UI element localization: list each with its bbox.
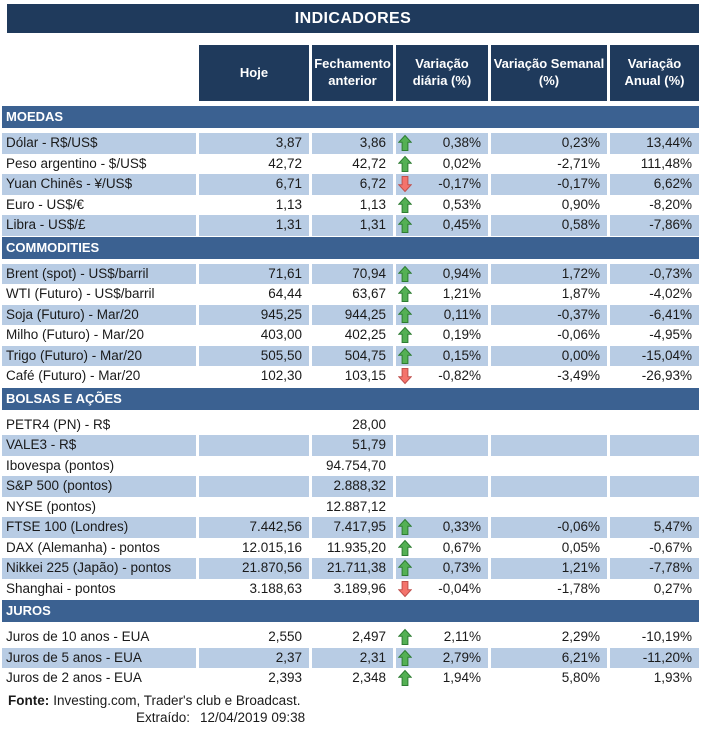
- table-row: [2, 456, 699, 477]
- variacao-anual-value: 5,47%: [610, 517, 699, 538]
- section-header-commodities: COMMODITIES: [2, 237, 699, 259]
- table-body: [0, 106, 706, 689]
- trend-up-icon: [398, 155, 412, 172]
- variacao-diaria-cell: [396, 668, 488, 689]
- variacao-semanal-value: -0,37%: [491, 305, 607, 326]
- variacao-anual-value: -26,93%: [641, 368, 692, 383]
- fechamento-anterior-value: 70,94: [312, 264, 393, 285]
- variacao-diaria-value: 0,94%: [442, 265, 481, 281]
- trend-up-icon: [398, 265, 412, 282]
- variacao-semanal-value: 1,21%: [491, 558, 607, 579]
- variacao-anual-value: [610, 476, 699, 497]
- variacao-diaria-value: 2,79%: [442, 649, 481, 665]
- variacao-anual-value: 1,93%: [653, 670, 692, 685]
- fechamento-anterior-value: 51,79: [312, 435, 393, 456]
- table-row: [2, 215, 699, 236]
- indicators-report: [0, 4, 706, 735]
- table-row: [2, 174, 699, 195]
- hoje-value: 21.870,56: [199, 558, 309, 579]
- hoje-value: 2,393: [268, 670, 302, 685]
- hoje-value: 2,37: [199, 648, 309, 669]
- variacao-semanal-value: [491, 415, 607, 436]
- trend-up-icon: [398, 649, 412, 666]
- extracted-line: [2, 709, 706, 726]
- variacao-diaria-value: 2,11%: [443, 629, 481, 644]
- fechamento-anterior-value: 402,25: [344, 327, 386, 342]
- hoje-value: [199, 415, 309, 436]
- variacao-anual-value: 13,44%: [610, 133, 699, 154]
- row-label: Nikkei 225 (Japão) - pontos: [2, 558, 196, 579]
- row-label: NYSE (pontos): [6, 498, 97, 514]
- fechamento-anterior-value: 12.887,12: [325, 498, 386, 514]
- variacao-anual-value: -4,95%: [649, 327, 692, 342]
- table-row: [2, 435, 699, 456]
- variacao-diaria-cell: [396, 627, 488, 648]
- row-label: Trigo (Futuro) - Mar/20: [2, 346, 196, 367]
- hoje-value: 64,44: [268, 286, 302, 301]
- header-spacer: [2, 45, 196, 101]
- column-header-variacao-diaria: Variação diária (%): [396, 45, 488, 101]
- row-label: PETR4 (PN) - R$: [6, 416, 111, 432]
- fechamento-anterior-value: 2.888,32: [312, 476, 393, 497]
- table-row: [2, 558, 699, 579]
- variacao-diaria-cell: [396, 346, 488, 367]
- variacao-diaria-value: 0,19%: [442, 327, 481, 342]
- variacao-diaria-cell: [396, 195, 488, 216]
- variacao-semanal-value: 0,90%: [561, 196, 600, 212]
- variacao-diaria-cell: [396, 133, 488, 154]
- variacao-diaria-cell: [396, 579, 488, 600]
- variacao-diaria-cell: [396, 215, 488, 236]
- fechamento-anterior-value: 2,348: [352, 670, 386, 685]
- row-label: Brent (spot) - US$/barril: [2, 264, 196, 285]
- variacao-anual-value: -10,19%: [641, 629, 692, 644]
- trend-down-icon: [398, 176, 412, 193]
- row-label: WTI (Futuro) - US$/barril: [6, 286, 155, 301]
- column-header-variacao-anual: Variação Anual (%): [610, 45, 699, 101]
- variacao-anual-value: [610, 435, 699, 456]
- hoje-value: 2,550: [268, 629, 302, 644]
- row-label: Juros de 2 anos - EUA: [6, 670, 142, 685]
- table-row: [2, 538, 699, 559]
- hoje-value: 945,25: [199, 305, 309, 326]
- row-label: Peso argentino - $/US$: [6, 155, 147, 171]
- trend-up-icon: [398, 135, 412, 152]
- variacao-diaria-cell: [396, 497, 488, 518]
- variacao-diaria-value: 1,94%: [442, 670, 481, 685]
- source-line: [0, 692, 706, 709]
- variacao-diaria-value: -0,17%: [438, 176, 481, 191]
- variacao-semanal-value: -1,78%: [557, 580, 600, 596]
- trend-up-icon: [398, 519, 412, 536]
- trend-up-icon: [398, 560, 412, 577]
- fechamento-anterior-value: 504,75: [312, 346, 393, 367]
- variacao-diaria-value: 0,38%: [442, 135, 481, 150]
- hoje-value: 12.015,16: [241, 539, 302, 555]
- column-header-fechamento-anterior: Fechamento anterior: [312, 45, 393, 101]
- variacao-diaria-cell: [396, 284, 488, 305]
- fechamento-anterior-value: 28,00: [352, 416, 386, 432]
- variacao-diaria-cell: [396, 476, 488, 497]
- hoje-value: 71,61: [199, 264, 309, 285]
- row-label: Yuan Chinês - ¥/US$: [2, 174, 196, 195]
- section-header-juros: JUROS: [2, 600, 699, 622]
- fechamento-anterior-value: 6,72: [312, 174, 393, 195]
- table-row: [2, 648, 699, 669]
- trend-up-icon: [398, 347, 412, 364]
- hoje-value: 6,71: [199, 174, 309, 195]
- source-text: Investing.com, Trader's club e Broadcast.: [53, 692, 301, 708]
- variacao-semanal-value: -0,06%: [491, 517, 607, 538]
- table-row: [2, 366, 699, 387]
- variacao-diaria-value: 0,73%: [442, 560, 481, 575]
- variacao-semanal-value: 0,05%: [561, 539, 600, 555]
- trend-up-icon: [398, 217, 412, 234]
- trend-down-icon: [398, 368, 412, 385]
- variacao-diaria-cell: [396, 325, 488, 346]
- hoje-value: 403,00: [260, 327, 302, 342]
- row-label: Juros de 5 anos - EUA: [2, 648, 196, 669]
- variacao-diaria-value: -0,04%: [438, 580, 481, 596]
- table-row: [2, 325, 699, 346]
- variacao-semanal-value: 1,72%: [491, 264, 607, 285]
- variacao-semanal-value: [491, 456, 607, 477]
- row-label: Libra - US$/£: [2, 215, 196, 236]
- fechamento-anterior-value: 3.189,96: [333, 580, 386, 596]
- variacao-anual-value: -11,20%: [610, 648, 699, 669]
- fechamento-anterior-value: 21.711,38: [312, 558, 393, 579]
- variacao-anual-value: -15,04%: [610, 346, 699, 367]
- variacao-semanal-value: 1,87%: [561, 286, 600, 301]
- fechamento-anterior-value: 103,15: [344, 368, 386, 383]
- variacao-diaria-value: 0,53%: [442, 196, 481, 212]
- variacao-anual-value: -0,67%: [649, 539, 692, 555]
- table-row: [2, 668, 699, 689]
- column-header-hoje: Hoje: [199, 45, 309, 101]
- variacao-anual-value: [610, 415, 699, 436]
- variacao-diaria-value: 0,02%: [442, 155, 481, 171]
- extracted-label: Extraído:: [135, 709, 190, 725]
- fechamento-anterior-value: 11.935,20: [326, 539, 386, 555]
- hoje-value: [199, 476, 309, 497]
- row-label: Dólar - R$/US$: [2, 133, 196, 154]
- variacao-anual-value: 6,62%: [610, 174, 699, 195]
- variacao-semanal-value: -3,49%: [557, 368, 600, 383]
- trend-up-icon: [398, 539, 412, 556]
- fechamento-anterior-value: 94.754,70: [325, 457, 386, 473]
- variacao-semanal-value: 0,58%: [491, 215, 607, 236]
- variacao-semanal-value: -2,71%: [557, 155, 600, 171]
- variacao-semanal-value: -0,17%: [491, 174, 607, 195]
- row-label: Soja (Futuro) - Mar/20: [2, 305, 196, 326]
- extracted-timestamp: 12/04/2019 09:38: [200, 709, 306, 725]
- table-row: [2, 627, 699, 648]
- hoje-value: 7.442,56: [199, 517, 309, 538]
- hoje-value: 42,72: [268, 155, 302, 171]
- variacao-semanal-value: 2,29%: [561, 629, 600, 644]
- variacao-diaria-cell: [396, 415, 488, 436]
- fechamento-anterior-value: 1,13: [359, 196, 386, 212]
- table-row: [2, 517, 699, 538]
- variacao-anual-value: -4,02%: [649, 286, 692, 301]
- variacao-anual-value: 0,27%: [653, 580, 692, 596]
- trend-up-icon: [398, 286, 412, 303]
- variacao-diaria-cell: [396, 435, 488, 456]
- variacao-anual-value: -6,41%: [610, 305, 699, 326]
- variacao-semanal-value: 0,00%: [491, 346, 607, 367]
- variacao-semanal-value: -0,06%: [557, 327, 600, 342]
- variacao-anual-value: -8,20%: [649, 196, 692, 212]
- variacao-semanal-value: [491, 435, 607, 456]
- variacao-diaria-value: 1,21%: [442, 286, 481, 301]
- table-row: [2, 305, 699, 326]
- variacao-anual-value: 111,48%: [640, 155, 692, 171]
- variacao-semanal-value: 0,23%: [491, 133, 607, 154]
- row-label: Juros de 10 anos - EUA: [6, 629, 150, 644]
- variacao-diaria-value: 0,67%: [442, 539, 481, 555]
- trend-up-icon: [398, 306, 412, 323]
- table-row: [2, 497, 699, 518]
- column-header-variacao-semanal: Variação Semanal (%): [491, 45, 607, 101]
- row-label: FTSE 100 (Londres): [2, 517, 196, 538]
- row-label: Euro - US$/€: [6, 196, 85, 212]
- section-header-moedas: MOEDAS: [2, 106, 699, 128]
- variacao-diaria-cell: [396, 456, 488, 477]
- hoje-value: 3,87: [199, 133, 309, 154]
- row-label: Shanghai - pontos: [6, 580, 116, 596]
- hoje-value: 3.188,63: [249, 580, 302, 596]
- section-header-bolsas-e-a-es: BOLSAS E AÇÕES: [2, 388, 699, 410]
- fechamento-anterior-value: 2,497: [352, 629, 386, 644]
- trend-down-icon: [398, 580, 412, 597]
- variacao-diaria-value: -0,82%: [438, 368, 481, 383]
- variacao-anual-value: [610, 456, 699, 477]
- fechamento-anterior-value: 3,86: [312, 133, 393, 154]
- row-label: Ibovespa (pontos): [6, 457, 115, 473]
- table-row: [2, 154, 699, 175]
- variacao-semanal-value: 6,21%: [491, 648, 607, 669]
- trend-up-icon: [398, 629, 412, 646]
- variacao-diaria-value: 0,15%: [442, 347, 481, 363]
- hoje-value: 1,31: [199, 215, 309, 236]
- fechamento-anterior-value: 2,31: [312, 648, 393, 669]
- table-row: [2, 195, 699, 216]
- trend-up-icon: [398, 327, 412, 344]
- variacao-semanal-value: 5,80%: [561, 670, 600, 685]
- fechamento-anterior-value: 63,67: [352, 286, 386, 301]
- fechamento-anterior-value: 42,72: [352, 155, 386, 171]
- table-row: [2, 133, 699, 154]
- hoje-value: [199, 435, 309, 456]
- variacao-anual-value: -0,73%: [610, 264, 699, 285]
- row-label: Café (Futuro) - Mar/20: [6, 368, 141, 383]
- source-label: Fonte:: [8, 692, 50, 708]
- variacao-diaria-cell: [396, 264, 488, 285]
- variacao-diaria-cell: [396, 538, 488, 559]
- variacao-diaria-value: 0,45%: [442, 217, 481, 232]
- variacao-anual-value: [610, 497, 699, 518]
- table-row: [2, 476, 699, 497]
- variacao-diaria-cell: [396, 305, 488, 326]
- fechamento-anterior-value: 7.417,95: [312, 517, 393, 538]
- table-row: [2, 284, 699, 305]
- hoje-value: [199, 497, 309, 518]
- variacao-diaria-cell: [396, 648, 488, 669]
- variacao-diaria-cell: [396, 174, 488, 195]
- variacao-diaria-cell: [396, 366, 488, 387]
- row-label: VALE3 - R$: [2, 435, 196, 456]
- variacao-anual-value: -7,78%: [610, 558, 699, 579]
- page-title: INDICADORES: [7, 4, 699, 33]
- trend-up-icon: [398, 196, 412, 213]
- trend-up-icon: [398, 670, 412, 687]
- table-row: [2, 415, 699, 436]
- variacao-semanal-value: [491, 497, 607, 518]
- variacao-diaria-cell: [396, 558, 488, 579]
- fechamento-anterior-value: 944,25: [312, 305, 393, 326]
- variacao-anual-value: -7,86%: [610, 215, 699, 236]
- variacao-diaria-cell: [396, 517, 488, 538]
- hoje-value: [199, 456, 309, 477]
- table-row: [2, 264, 699, 285]
- variacao-diaria-value: 0,11%: [443, 306, 481, 322]
- row-label: Milho (Futuro) - Mar/20: [6, 327, 145, 342]
- row-label: DAX (Alemanha) - pontos: [6, 539, 160, 555]
- variacao-semanal-value: [491, 476, 607, 497]
- fechamento-anterior-value: 1,31: [312, 215, 393, 236]
- table-row: [2, 579, 699, 600]
- hoje-value: 505,50: [199, 346, 309, 367]
- hoje-value: 1,13: [275, 196, 302, 212]
- variacao-diaria-value: 0,33%: [442, 519, 481, 534]
- row-label: S&P 500 (pontos): [2, 476, 196, 497]
- variacao-diaria-cell: [396, 154, 488, 175]
- hoje-value: 102,30: [260, 368, 302, 383]
- table-header: [2, 45, 699, 101]
- table-row: [2, 346, 699, 367]
